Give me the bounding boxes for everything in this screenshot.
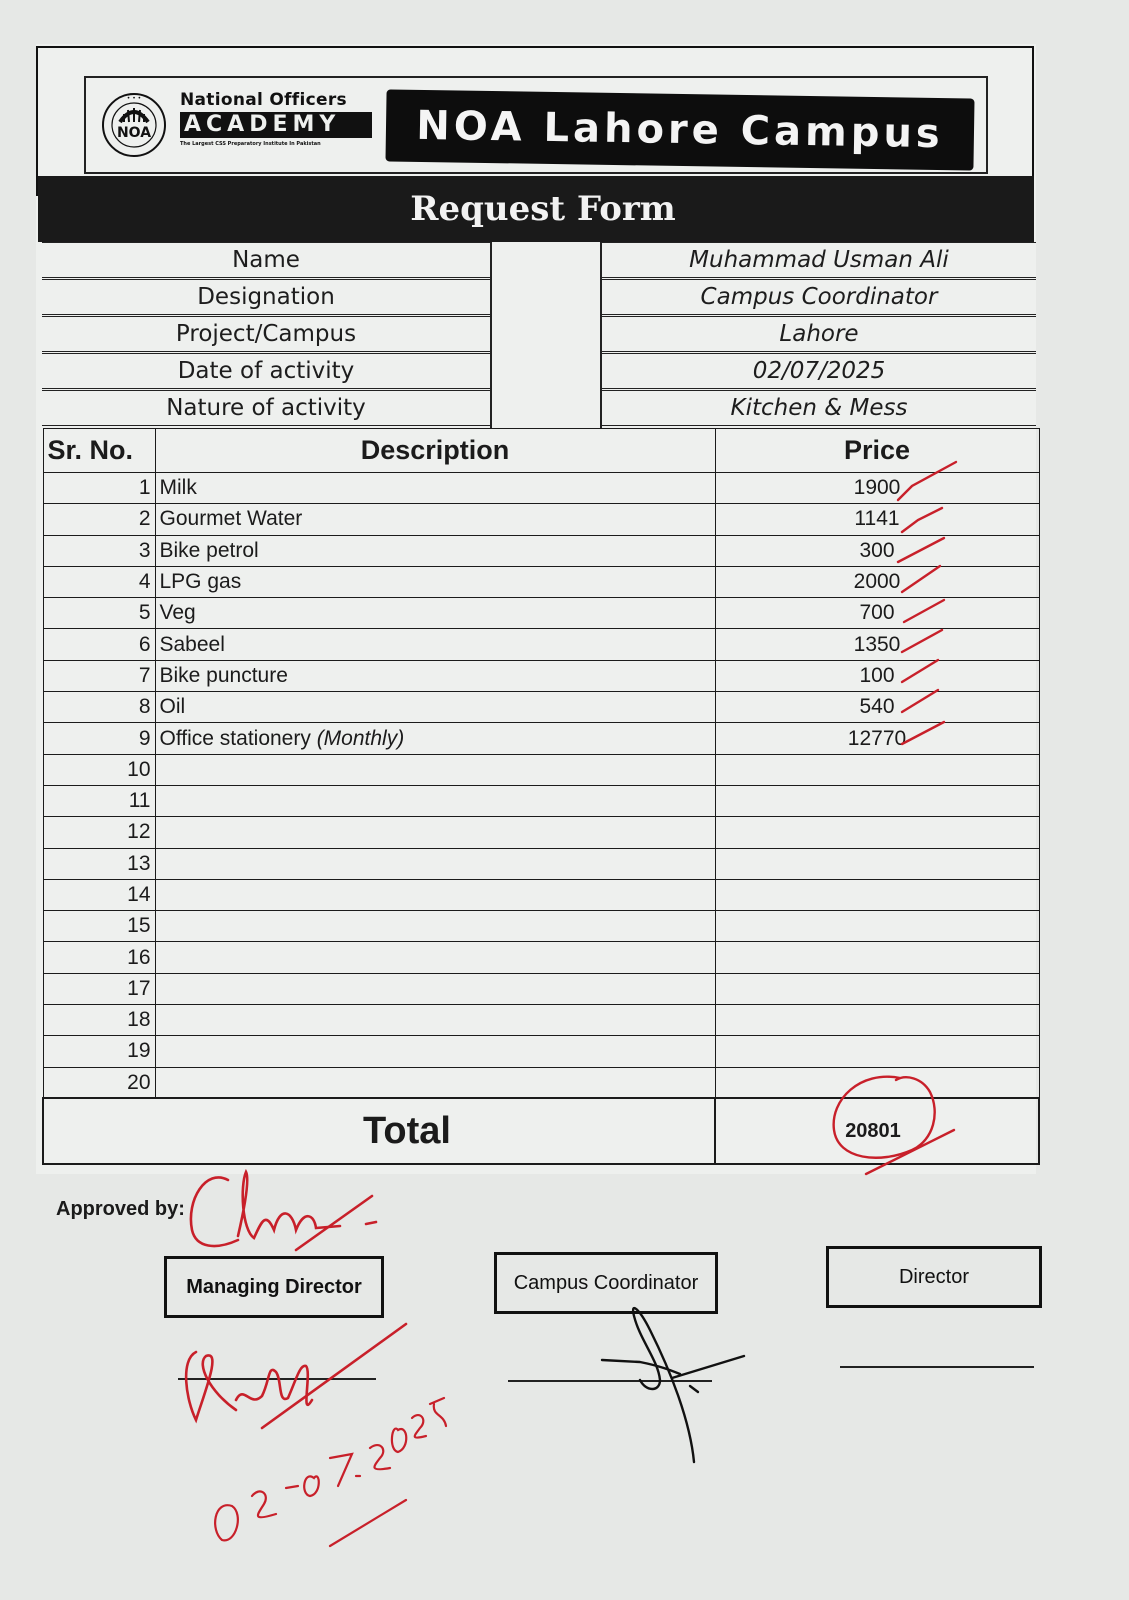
price-cell	[715, 942, 1039, 973]
sr-cell: 16	[43, 942, 155, 973]
description-cell	[155, 566, 715, 597]
info-value: 02/07/2025	[602, 353, 1036, 389]
table-row	[43, 566, 1039, 597]
table-row	[43, 1005, 1039, 1036]
description-cell	[155, 629, 715, 660]
price-header: Price	[715, 429, 1039, 473]
price-cell: 2000	[715, 566, 1039, 597]
table-row	[43, 598, 1039, 629]
price-cell: 1141	[715, 504, 1039, 535]
director-box: Director	[826, 1246, 1042, 1308]
table-row	[43, 723, 1039, 754]
price-cell	[715, 973, 1039, 1004]
sr-cell: 2	[43, 504, 155, 535]
sr-cell: 5	[43, 598, 155, 629]
info-label: Designation	[42, 279, 490, 315]
table-row	[43, 1067, 1039, 1098]
description-text: Sabeel	[159, 632, 225, 656]
table-row	[43, 879, 1039, 910]
total-label: Total	[43, 1098, 715, 1164]
table-header-row	[43, 429, 1039, 473]
sr-cell: 13	[43, 848, 155, 879]
table-row	[43, 754, 1039, 785]
info-row-date	[40, 353, 1036, 390]
sr-cell: 7	[43, 660, 155, 691]
sr-cell: 14	[43, 879, 155, 910]
sr-cell: 18	[43, 1005, 155, 1036]
sr-cell: 19	[43, 1036, 155, 1067]
description-text: Milk	[159, 476, 197, 500]
managing-director-box: Managing Director	[164, 1256, 384, 1318]
description-text: Bike petrol	[159, 538, 259, 562]
sr-cell: 12	[43, 817, 155, 848]
description-cell	[155, 1067, 715, 1098]
table-row	[43, 504, 1039, 535]
description-cell	[155, 723, 715, 754]
description-cell	[155, 473, 715, 504]
price-cell	[715, 1005, 1039, 1036]
description-cell	[155, 504, 715, 535]
table-row	[43, 660, 1039, 691]
info-row-nature	[40, 390, 1036, 427]
cc-signature-icon	[602, 1308, 744, 1462]
description-cell	[155, 848, 715, 879]
table-row	[43, 535, 1039, 566]
info-row-name	[40, 242, 1036, 279]
price-cell	[715, 785, 1039, 816]
description-cell	[155, 535, 715, 566]
info-label: Project/Campus	[42, 316, 490, 352]
total-row	[43, 1098, 1039, 1164]
cc-signature-line	[508, 1380, 712, 1382]
price-cell	[715, 817, 1039, 848]
sr-cell: 8	[43, 692, 155, 723]
table-row	[43, 848, 1039, 879]
price-cell: 540	[715, 692, 1039, 723]
price-cell	[715, 848, 1039, 879]
table-row	[43, 692, 1039, 723]
campus-coordinator-box: Campus Coordinator	[494, 1252, 718, 1314]
items-table	[42, 428, 1040, 1165]
table-row	[43, 473, 1039, 504]
director-signature-line	[840, 1366, 1034, 1368]
sr-cell: 9	[43, 723, 155, 754]
price-cell	[715, 911, 1039, 942]
handwritten-date-icon	[215, 1398, 446, 1546]
table-row	[43, 629, 1039, 660]
sr-cell: 1	[43, 473, 155, 504]
description-cell	[155, 942, 715, 973]
form-title: Request Form	[410, 189, 676, 229]
sr-cell: 10	[43, 754, 155, 785]
campus-banner	[385, 89, 974, 170]
sr-cell: 15	[43, 911, 155, 942]
price-cell: 100	[715, 660, 1039, 691]
description-text: Office stationery	[159, 726, 317, 750]
items-body	[43, 473, 1039, 1099]
description-cell	[155, 1005, 715, 1036]
price-cell: 300	[715, 535, 1039, 566]
price-cell	[715, 754, 1039, 785]
description-note: (Monthly)	[316, 726, 405, 750]
info-label: Nature of activity	[42, 390, 490, 426]
description-text: LPG gas	[159, 570, 242, 594]
description-cell	[155, 692, 715, 723]
description-cell	[155, 973, 715, 1004]
info-label: Date of activity	[42, 353, 490, 389]
price-cell	[715, 879, 1039, 910]
price-cell: 1350	[715, 629, 1039, 660]
form-title-bar	[38, 176, 1034, 242]
price-cell: 1900	[715, 473, 1039, 504]
seal-text: NOA	[116, 125, 152, 141]
price-cell	[715, 1067, 1039, 1098]
sr-cell: 17	[43, 973, 155, 1004]
info-value: Lahore	[602, 316, 1036, 352]
sr-cell: 6	[43, 629, 155, 660]
price-cell: 12770	[715, 723, 1039, 754]
description-text: Oil	[159, 695, 186, 719]
svg-text:• • •: • • •	[126, 95, 142, 102]
sr-header: Sr. No.	[43, 429, 155, 473]
description-cell	[155, 754, 715, 785]
sr-cell: 4	[43, 566, 155, 597]
academy-wordmark	[180, 90, 372, 147]
description-cell	[155, 911, 715, 942]
table-row	[43, 911, 1039, 942]
table-row	[43, 973, 1039, 1004]
total-value: 20801	[715, 1098, 1039, 1164]
info-label: Name	[42, 242, 490, 278]
info-value: Kitchen & Mess	[602, 390, 1036, 426]
description-cell	[155, 598, 715, 629]
academy-seal-icon	[98, 92, 170, 158]
approved-by-label: Approved by:	[56, 1198, 185, 1220]
table-row	[43, 785, 1039, 816]
sr-cell: 11	[43, 785, 155, 816]
sr-cell: 3	[43, 535, 155, 566]
description-cell	[155, 785, 715, 816]
description-header: Description	[155, 429, 715, 473]
table-row	[43, 1036, 1039, 1067]
table-row	[43, 942, 1039, 973]
sr-cell: 20	[43, 1067, 155, 1098]
md-signature-line	[178, 1378, 376, 1380]
price-cell	[715, 1036, 1039, 1067]
description-cell	[155, 817, 715, 848]
description-cell	[155, 1036, 715, 1067]
academy-main-line: ACADEMY	[180, 112, 372, 138]
campus-banner-text: NOA Lahore Campus	[415, 102, 945, 158]
info-value: Muhammad Usman Ali	[602, 242, 1036, 278]
approver-signature-icon	[191, 1172, 376, 1250]
info-row-designation	[40, 279, 1036, 316]
academy-tagline: The Largest CSS Preparatory Institute In Pakistan	[180, 141, 321, 147]
description-cell	[155, 660, 715, 691]
info-value: Campus Coordinator	[602, 279, 1036, 315]
academy-top-line: National Officers	[180, 90, 347, 110]
md-signature-icon	[186, 1324, 406, 1428]
info-row-campus	[40, 316, 1036, 353]
description-text: Gourmet Water	[159, 507, 303, 531]
table-row	[43, 817, 1039, 848]
info-section	[40, 242, 1036, 428]
description-text: Veg	[159, 601, 196, 625]
price-cell: 700	[715, 598, 1039, 629]
description-text: Bike puncture	[159, 663, 288, 687]
description-cell	[155, 879, 715, 910]
